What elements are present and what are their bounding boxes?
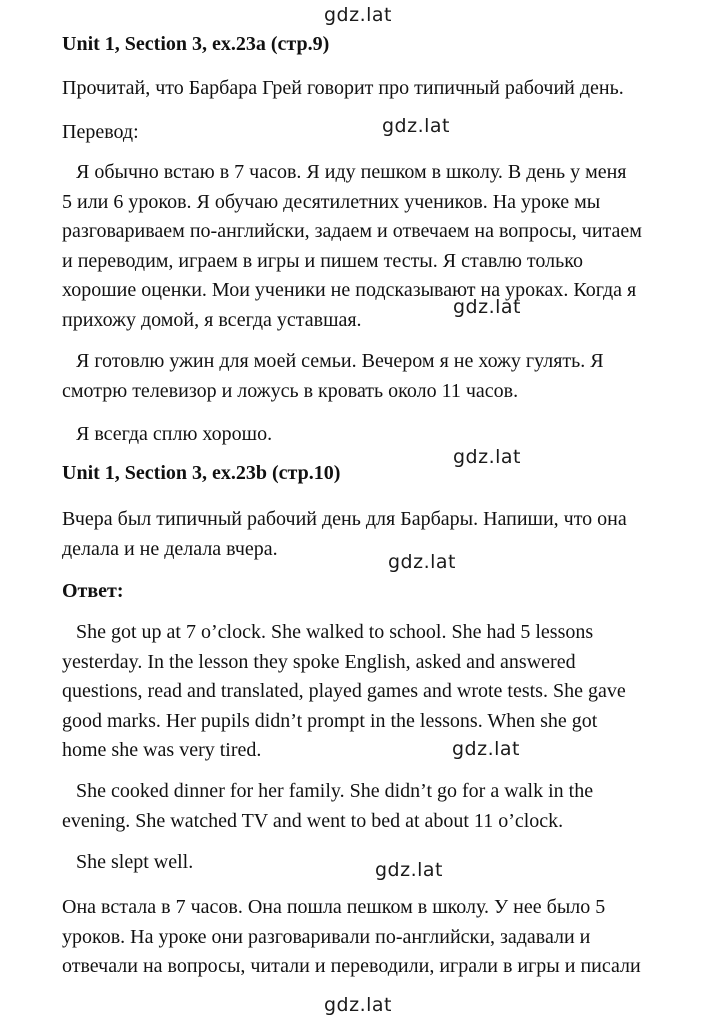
paragraph-line: хорошие оценки. Мои ученики не подсказывают на уроках. Когда я bbox=[62, 279, 637, 301]
answer-paragraph-2 bbox=[62, 777, 702, 836]
paragraph-line: questions, read and translated, played games and wrote tests. She gave bbox=[62, 680, 626, 702]
paragraph-line: отвечали на вопросы, читали и переводили, играли в игры и писали bbox=[62, 955, 641, 977]
translation-paragraph-2 bbox=[62, 347, 702, 406]
section-b-heading: Unit 1, Section 3, ex.23b (стр.10) bbox=[62, 462, 341, 484]
translation-label: Перевод: bbox=[62, 121, 139, 143]
paragraph-line: She cooked dinner for her family. She didn’t go for a walk in the bbox=[76, 780, 594, 802]
task-line: делала и не делала вчера. bbox=[62, 537, 278, 560]
paragraph-line: и переводим, играем в игры и пишем тесты. Я ставлю только bbox=[62, 249, 583, 272]
paragraph-line: уроков. На уроке они разговаривали по-английски, задавали и bbox=[62, 925, 591, 948]
section-a-heading: Unit 1, Section 3, ex.23a (стр.9) bbox=[62, 33, 330, 55]
paragraph-line: смотрю телевизор и ложусь в кровать около 11 часов. bbox=[62, 379, 519, 402]
watermark: gdz.lat bbox=[453, 446, 522, 468]
section-a-task: Прочитай, что Барбара Грей говорит про типичный рабочий день. bbox=[62, 77, 624, 99]
paragraph-line: Я готовлю ужин для моей семьи. Вечером я не хожу гулять. Я bbox=[76, 350, 604, 372]
answer-label: Ответ: bbox=[62, 580, 124, 602]
paragraph-line: прихожу домой, я всегда уставшая. bbox=[62, 308, 362, 331]
paragraph-line: Я обычно встаю в 7 часов. Я иду пешком в школу. В день у меня bbox=[76, 161, 627, 183]
watermark: gdz.lat bbox=[453, 296, 522, 318]
task-line: Вчера был типичный рабочий день для Барбары. Напиши, что она bbox=[62, 508, 627, 530]
paragraph-line: evening. She watched TV and went to bed at about 11 o’clock. bbox=[62, 809, 564, 832]
answer-paragraph-3: She slept well. bbox=[76, 851, 194, 873]
answer-paragraph-1 bbox=[62, 618, 702, 766]
paragraph-line: home she was very tired. bbox=[62, 739, 262, 761]
paragraph-line: 5 или 6 уроков. Я обучаю десятилетних учеников. На уроке мы bbox=[62, 190, 601, 213]
translation-paragraph-3: Я всегда сплю хорошо. bbox=[76, 423, 273, 445]
watermark: gdz.lat bbox=[382, 115, 451, 137]
section-b-task bbox=[62, 505, 702, 564]
paragraph-line: разговариваем по-английски, задаем и отвечаем на вопросы, читаем bbox=[62, 220, 642, 242]
paragraph-line: good marks. Her pupils didn’t prompt in the lessons. When she got bbox=[62, 709, 598, 732]
answer-translation bbox=[62, 893, 702, 982]
watermark: gdz.lat bbox=[375, 859, 444, 881]
watermark: gdz.lat bbox=[324, 994, 393, 1016]
paragraph-line: yesterday. In the lesson they spoke English, asked and answered bbox=[62, 650, 576, 673]
watermark: gdz.lat bbox=[452, 738, 521, 760]
paragraph-line: Она встала в 7 часов. Она пошла пешком в школу. У нее было 5 bbox=[62, 896, 606, 918]
translation-paragraph-1 bbox=[62, 158, 702, 335]
watermark: gdz.lat bbox=[324, 4, 393, 26]
watermark: gdz.lat bbox=[388, 551, 457, 573]
paragraph-line: She got up at 7 o’clock. She walked to school. She had 5 lessons bbox=[76, 621, 594, 643]
